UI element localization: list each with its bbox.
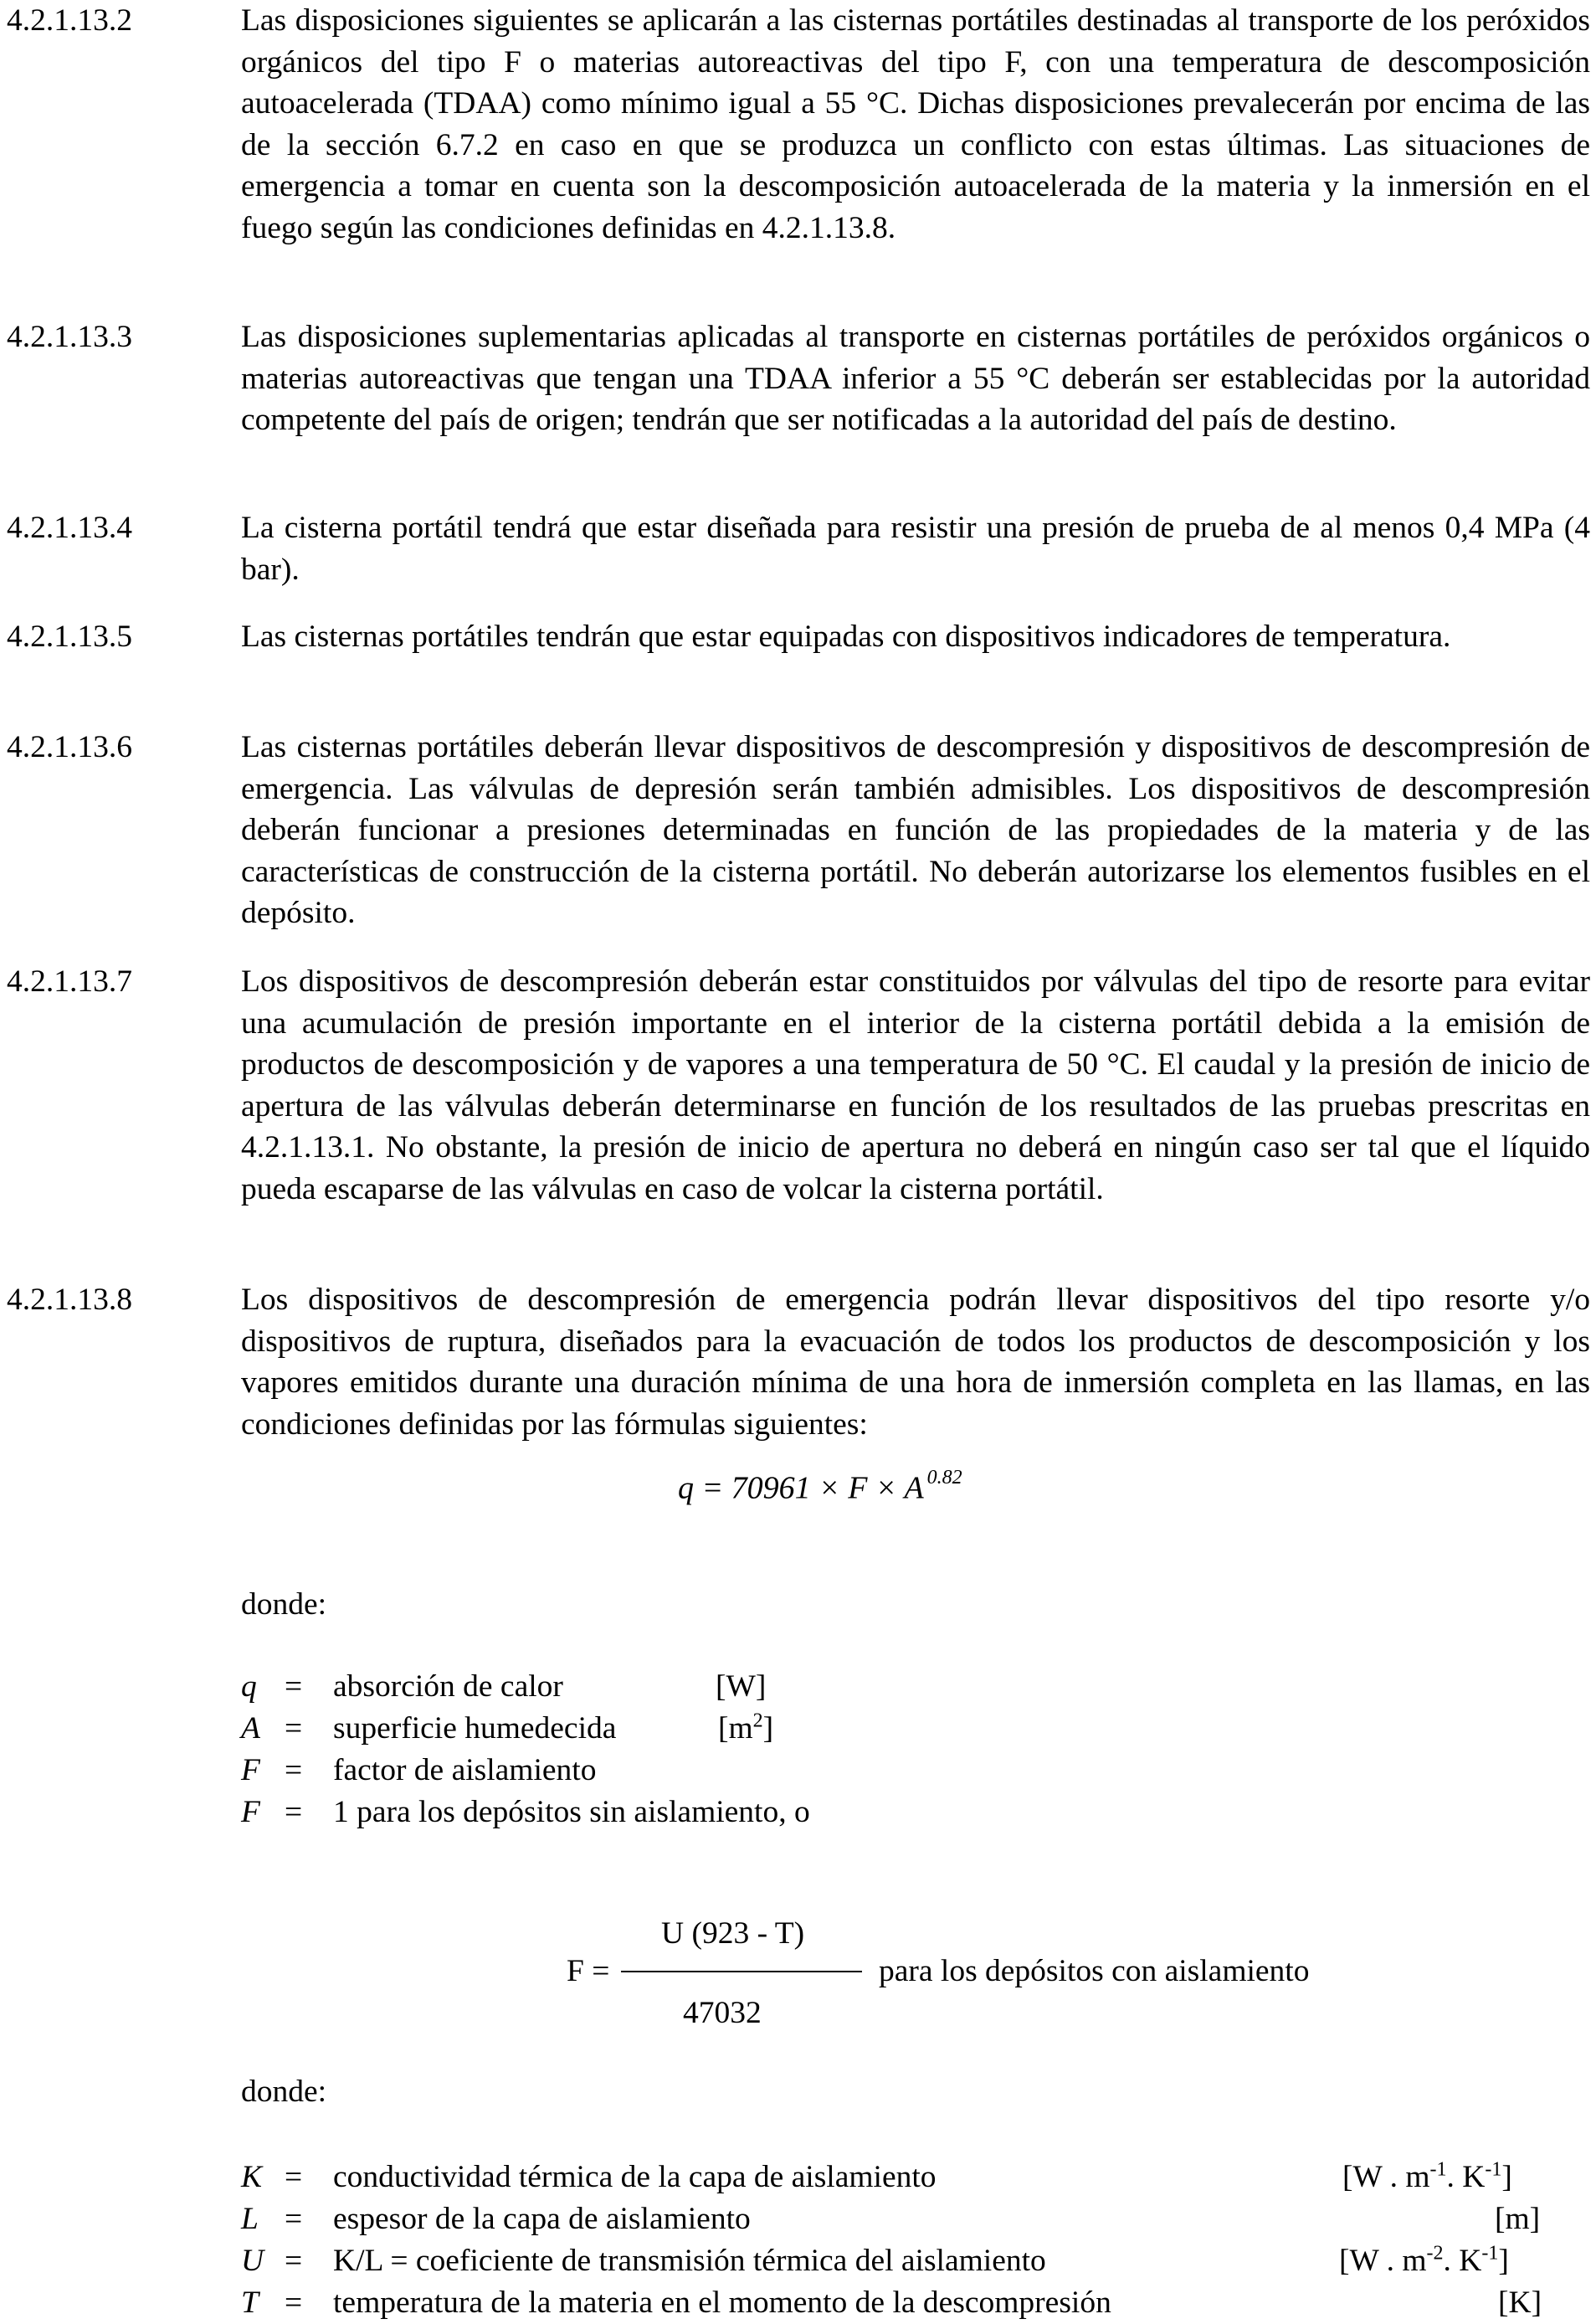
formula-lhs: F = [567, 1954, 610, 1988]
definition-text: conductividad térmica de la capa de aislamiento [333, 2160, 937, 2194]
definition-unit: [W . $m^{-1}$. $K^{-1}$] [1342, 2158, 1512, 2194]
definition-unit: [W] [716, 1669, 767, 1704]
fraction-numerator: U (923 - T) [661, 1916, 805, 1951]
section-text: Las cisternas portátiles tendrán que estar equipadas con dispositivos indicadores de temperatura. [241, 620, 1451, 654]
definition-symbol: q [241, 1669, 257, 1704]
definition-equals: = [285, 2160, 303, 2194]
formula-exponent: 0.82 [926, 1467, 962, 1488]
definition-symbol: A [241, 1711, 260, 1746]
section-text: Las disposiciones suplementarias aplicadas al transporte en cisternas portátiles de peróxidos orgánicos o materias autoreactivas que tengan una TDAA inferior a 55 °C deberán ser establecidas por la autoridad competente del país de origen; tendrán que ser notificadas a la autoridad del país de destino. [241, 320, 1590, 437]
definition-equals: = [285, 2202, 303, 2236]
definition-symbol: T [241, 2285, 259, 2320]
definition-unit: [W . $m^{-2}$. $K^{-1}$] [1339, 2242, 1509, 2278]
fraction-denominator: 47032 [683, 1996, 762, 2030]
definition-symbol: K [241, 2160, 263, 2194]
definition-equals: = [285, 1669, 303, 1704]
definition-symbol: F [241, 1795, 260, 1829]
section-text: Las disposiciones siguientes se aplicarán a las cisternas portátiles destinadas al transporte de los peróxidos orgánicos del tipo F o materias autoreactivas del tipo F, con una temperatura de descomposición autoacelerada (TDAA) como mínimo igual a 55 °C. Dichas disposiciones prevalecerán por encima de las de la sección 6.7.2 en caso en que se produzca un conflicto con estas últimas. Las situaciones de emergencia a tomar en cuenta son la descomposición autoacelerada de la materia y la inmersión en el fuego según las condiciones definidas en 4.2.1.13.8. [241, 3, 1590, 245]
section-number: 4.2.1.13.4 [7, 511, 132, 545]
section-number: 4.2.1.13.5 [7, 620, 132, 654]
section-number: 4.2.1.13.2 [7, 3, 132, 38]
definition-equals: = [285, 1795, 303, 1829]
formula-main: q = 70961 × F × A [678, 1470, 924, 1506]
definition-unit: [m] [1495, 2202, 1541, 2236]
section-text: La cisterna portátil tendrá que estar diseñada para resistir una presión de prueba de al menos 0,4 MPa (4 bar). [241, 511, 1590, 587]
definition-text: superficie humedecida [333, 1711, 617, 1746]
definition-text: absorción de calor [333, 1669, 563, 1704]
definition-symbol: F [241, 1753, 260, 1787]
definition-symbol: L [241, 2202, 259, 2236]
definition-text: espesor de la capa de aislamiento [333, 2202, 751, 2236]
definition-equals: = [285, 1711, 303, 1746]
section-number: 4.2.1.13.3 [7, 320, 132, 354]
definition-text: K/L = coeficiente de transmisión térmica del aislamiento [333, 2244, 1046, 2278]
formula-note: para los depósitos con aislamiento [879, 1954, 1310, 1988]
section-text: Los dispositivos de descompresión de emergencia podrán llevar dispositivos del tipo resorte y/o dispositivos de ruptura, diseñados para la evacuación de todos los productos de descomposición y los vapores emitidos durante una duración mínima de una hora de inmersión completa en las llamas, en las condiciones definidas por las fórmulas siguientes: [241, 1283, 1590, 1442]
heat-absorption-formula [678, 1461, 962, 1509]
donde-label-1: donde: [241, 1587, 327, 1622]
definition-text: temperatura de la materia en el momento de la descompresión [333, 2285, 1111, 2320]
section-number: 4.2.1.13.8 [7, 1283, 132, 1317]
section-text: Los dispositivos de descompresión deberán estar constituidos por válvulas del tipo de resorte para evitar una acumulación de presión importante en el interior de la cisterna portátil debida a la emisión de productos de descomposición y de vapores a una temperatura de 50 °C. El caudal y la presión de inicio de apertura de las válvulas deberán determinarse en función de los resultados de las pruebas prescritas en 4.2.1.13.1. No obstante, la presión de inicio de apertura no deberá en ningún caso ser tal que el líquido pueda escaparse de las válvulas en caso de volcar la cisterna portátil. [241, 964, 1590, 1206]
definition-equals: = [285, 1753, 303, 1787]
section-text: Las cisternas portátiles deberán llevar dispositivos de descompresión y dispositivos de descompresión de emergencia. Las válvulas de depresión serán también admisibles. Los dispositivos de descompresión deberán funcionar a presiones determinadas en función de las propiedades de la materia y de las características de construcción de la cisterna portátil. No deberán autorizarse los elementos fusibles en el depósito. [241, 730, 1590, 930]
definition-unit: $[m^2]$ [718, 1710, 774, 1746]
donde-label-2: donde: [241, 2075, 327, 2109]
fraction-bar [621, 1971, 862, 1972]
definition-unit: [K] [1498, 2285, 1542, 2320]
definition-text: 1 para los depósitos sin aislamiento, o [333, 1795, 810, 1829]
definition-equals: = [285, 2285, 303, 2320]
definition-text: factor de aislamiento [333, 1753, 597, 1787]
section-number: 4.2.1.13.7 [7, 964, 132, 999]
definition-equals: = [285, 2244, 303, 2278]
definition-symbol: U [241, 2244, 264, 2278]
section-number: 4.2.1.13.6 [7, 730, 132, 764]
